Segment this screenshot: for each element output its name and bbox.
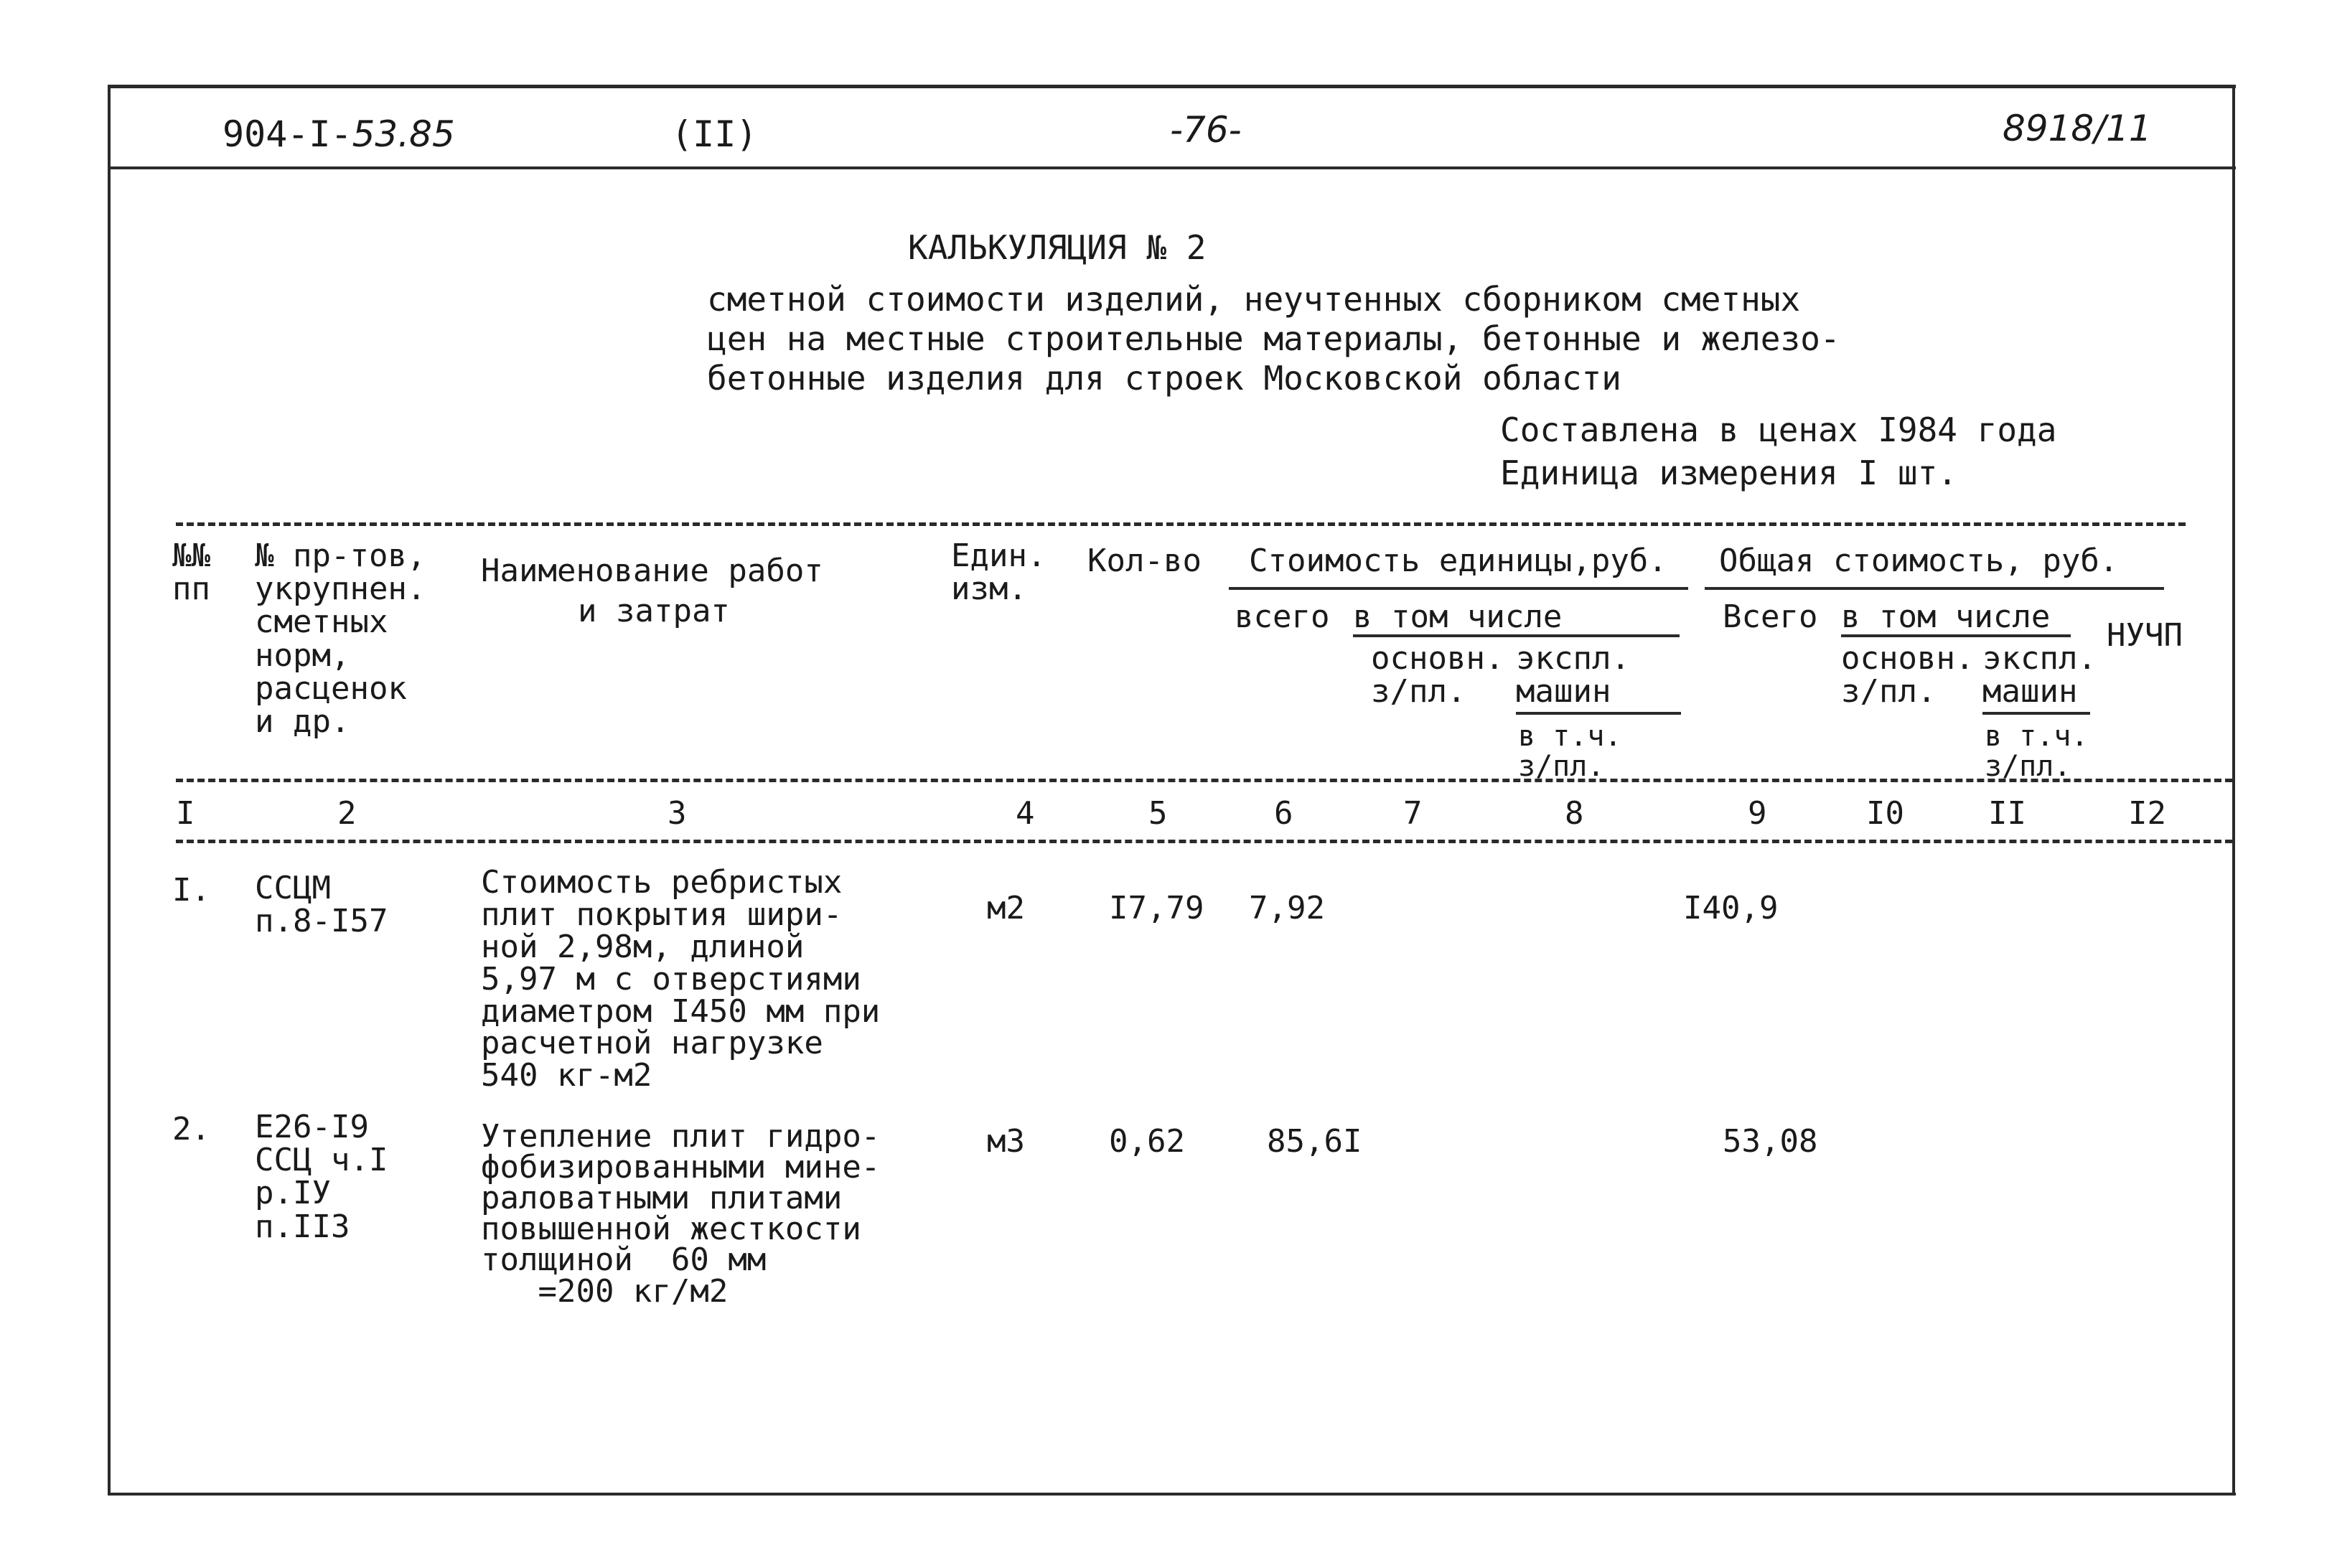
col-number-4: 4 [1016, 795, 1035, 832]
col-number-8: 8 [1565, 795, 1584, 832]
table-top-rule [176, 522, 2186, 526]
col-header-name-line-1: Наименование работ [481, 553, 823, 589]
col-number-11: II [1988, 795, 2026, 832]
col-header-unit-incl: в том числе [1353, 598, 1563, 635]
unit-incl-underline [1353, 634, 1680, 637]
row-total-cost: I40,9 [1683, 890, 1779, 926]
subtitle-line-3: бетонные изделия для строек Московской области [707, 359, 1621, 398]
col-header-unit-basic-wage: основн. з/пл. [1371, 640, 1504, 710]
header-bottom-rule [176, 779, 2232, 782]
unit-note: Единица измерения I шт. [1500, 454, 1957, 492]
row-quantity: 0,62 [1109, 1123, 1185, 1160]
sheet-code: 8918/11 [2003, 108, 2152, 149]
unit-cost-underline [1229, 587, 1688, 590]
col-number-7: 7 [1403, 795, 1423, 832]
subtitle-line-1: сметной стоимости изделий, неучтенных сборником сметных [707, 280, 1801, 319]
column-numbers-rule [176, 840, 2232, 843]
col-number-5: 5 [1148, 795, 1168, 832]
prices-note: Составлена в ценах I984 года [1500, 410, 2057, 449]
col-header-total-machine: экспл. машин [1982, 640, 2097, 710]
col-header-unit-cost: Стоимость единицы,руб. [1249, 543, 1667, 579]
row-reference: ССЦМ п.8-I57 [255, 870, 388, 940]
col-header-total-incl: в том числе [1841, 598, 2051, 635]
row-reference: Е26-I9 ССЦ ч.I р.IУ п.II3 [255, 1109, 388, 1245]
row-unit-cost-total: 7,92 [1249, 890, 1325, 926]
page-title: КАЛЬКУЛЯЦИЯ № 2 [908, 228, 1207, 267]
col-header-unit: Един. изм. [951, 537, 1046, 608]
unit-machine-underline [1516, 712, 1681, 715]
col-header-total-cost: Общая стоимость, руб. [1719, 543, 2119, 579]
frame-left-border [108, 85, 111, 1495]
row-unit: м2 [987, 890, 1025, 926]
total-cost-underline [1705, 587, 2164, 590]
subtitle-line-2: цен на местные строительные материалы, бетонные и железо- [707, 319, 1840, 358]
frame-right-border [2232, 85, 2235, 1495]
document-code-suffix: 53.85 [352, 113, 455, 155]
col-header-reference: № пр-тов, укрупнен. сметных норм, расценок и др. [255, 537, 426, 740]
frame-top-border [108, 85, 2236, 88]
col-header-unit-machine: экспл. машин [1516, 640, 1630, 710]
col-number-2: 2 [337, 795, 357, 832]
row-work-name: Стоимость ребристых плит покрытия шири- ной 2,98м, длиной 5,97 м с отверстиями диаметром I450 мм при расчетной нагрузке 540 кг-м2 [481, 864, 881, 1094]
col-header-total-basic-wage: основн. з/пл. [1841, 640, 1975, 710]
col-number-6: 6 [1274, 795, 1293, 832]
total-incl-underline [1841, 634, 2071, 637]
col-header-total-incl-wage: в т.ч. з/пл. [1985, 720, 2089, 783]
row-number: I. [172, 872, 210, 909]
col-header-unit-all: всего [1235, 598, 1330, 635]
col-header-row-number: №№ пп [172, 537, 210, 608]
col-number-12: I2 [2128, 795, 2166, 832]
frame-header-border [108, 166, 2236, 169]
col-number-3: 3 [668, 795, 687, 832]
page-number: -76- [1170, 109, 1242, 151]
col-number-10: I0 [1866, 795, 1904, 832]
row-number: 2. [172, 1111, 210, 1147]
row-work-name: Утепление плит гидро- фобизированными мине- раловатными плитами повышенной жесткости толщиной 60 мм =200 кг/м2 [481, 1118, 881, 1310]
col-number-1: I [176, 795, 195, 832]
col-header-total-all: Всего [1723, 598, 1818, 635]
document-part: (II) [671, 113, 758, 155]
row-unit-cost-total: 85,6I [1267, 1123, 1362, 1160]
total-machine-underline [1982, 712, 2090, 715]
col-header-name-line-2: и затрат [578, 593, 730, 629]
col-header-nuchp: НУЧП [2107, 617, 2183, 654]
col-header-unit-incl-wage: в т.ч. з/пл. [1518, 720, 1622, 783]
document-code-prefix: 904-I- [223, 113, 352, 155]
col-number-9: 9 [1748, 795, 1767, 832]
col-header-quantity: Кол-во [1087, 543, 1202, 579]
document-code [223, 113, 455, 155]
row-quantity: I7,79 [1109, 890, 1204, 926]
row-total-cost: 53,08 [1723, 1123, 1818, 1160]
frame-bottom-border [108, 1493, 2236, 1496]
row-unit: м3 [987, 1123, 1025, 1160]
